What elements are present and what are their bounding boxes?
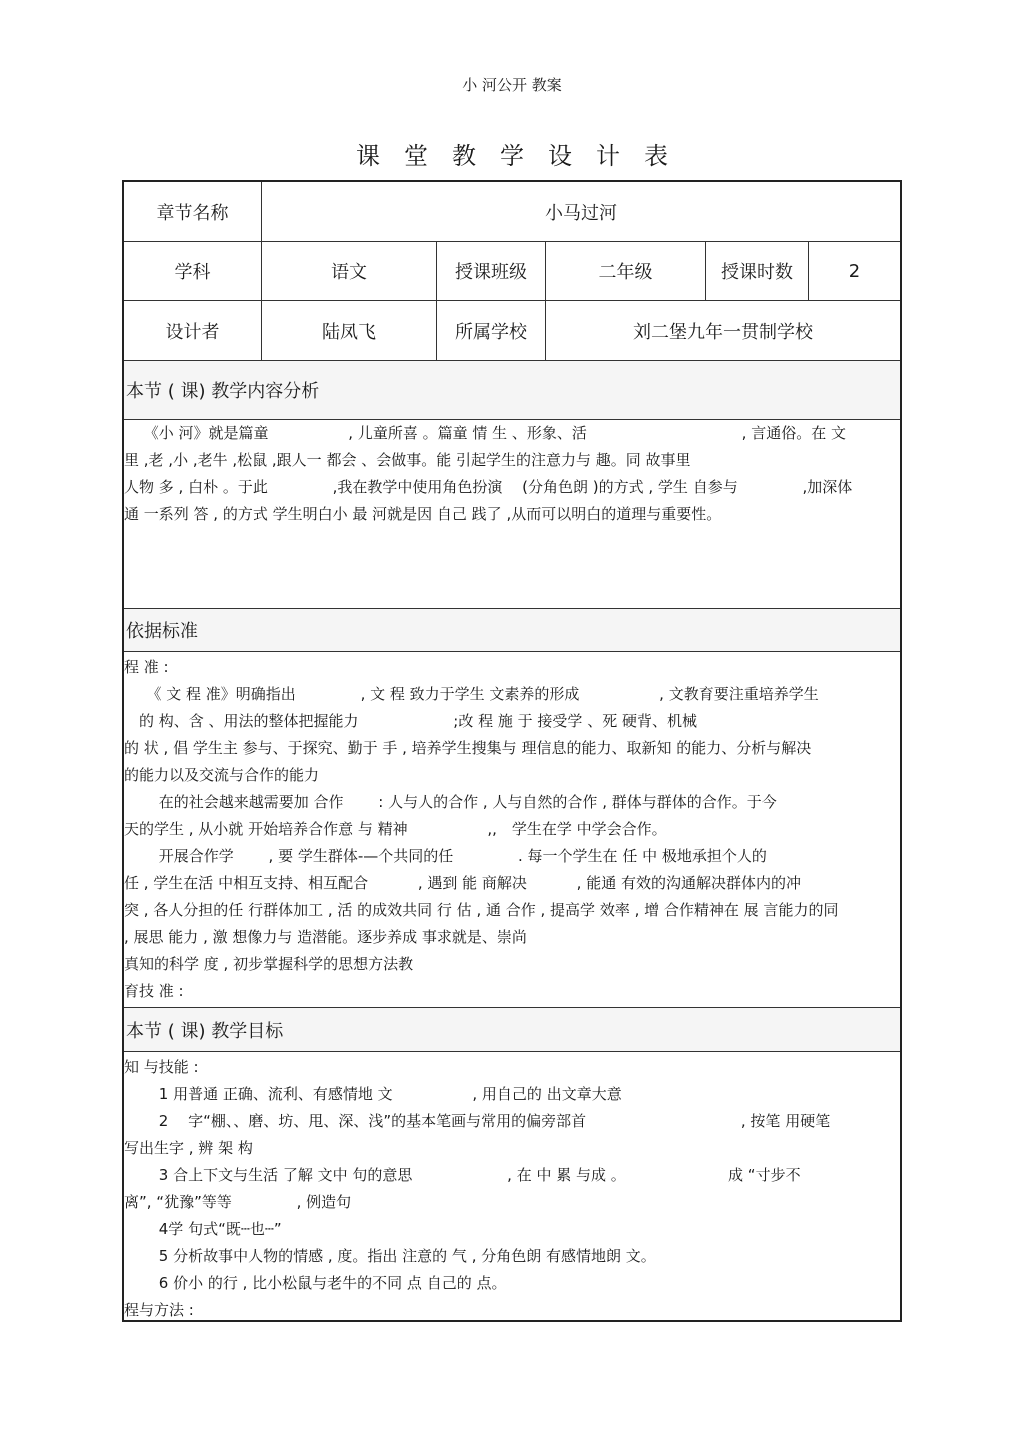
text-line: 的 构、含 、用法的整体把握能力 ;改 程 施 于 接受学 、死 硬背、机械	[124, 712, 697, 730]
hours-label: 授课时数	[721, 262, 793, 283]
text-line: 离”, “犹豫”等等 , 例造句	[124, 1193, 352, 1211]
standards-text	[124, 654, 900, 1005]
subject-value: 语文	[331, 262, 367, 283]
subject-label: 学科	[174, 262, 211, 283]
class-value: 二年级	[598, 262, 653, 283]
text-line: 《小 河》就是篇童 , 儿童所喜 。篇童 情 生 、形象、活 , 言通俗。在 文	[124, 424, 846, 442]
text-line: 通 一系列 答 , 的方式 学生明白小 最 河就是因 自己 践了 ,从而可以明白的道理与重要性。	[124, 505, 722, 523]
text-line: 任 , 学生在活 中相互支持、相互配合 , 遇到 能 商解决 , 能通 有效的沟通解决群体内的冲	[124, 874, 801, 892]
row-divider	[124, 651, 900, 652]
page-header: 小 河公开 教案	[462, 76, 562, 94]
class-label: 授课班级	[455, 262, 527, 283]
text-line: 开展合作学 , 要 学生群体-—个共同的任 . 每一个学生在 任 中 极地承担个人的	[124, 847, 767, 865]
designer-value: 陆凤飞	[322, 321, 376, 343]
hours-value: 2	[848, 260, 861, 282]
content-analysis-heading: 本节 ( 课) 教学内容分析	[124, 361, 900, 419]
text-line: 人物 多 , 白朴 。于此 ,我在教学中使用角色扮演 (分角色朗 )的方式 , 学生 自参与 ,加深体	[124, 478, 853, 496]
lesson-design-table	[122, 180, 902, 1322]
text-line: 3 合上下文与生活 了解 文中 句的意思 , 在 中 累 与成 。 成 “寸步不	[124, 1166, 801, 1184]
text-line: 育技 准 :	[124, 982, 184, 1000]
text-line: 的能力以及交流与合作的能力	[124, 766, 320, 784]
chapter-name-label: 章节名称	[156, 202, 229, 224]
objectives-text	[124, 1054, 900, 1324]
text-line: 程 准 :	[124, 658, 169, 676]
text-line: 知 与技能 :	[124, 1058, 199, 1076]
text-line: , 展思 能力 , 激 想像力与 造潜能。逐步养成 事求就是、崇尚	[124, 928, 527, 946]
objectives-heading: 本节 ( 课) 教学目标	[124, 1008, 900, 1051]
text-line: 里 ,老 ,小 ,老牛 ,松鼠 ,跟人一 都会 、会做事。能 引起学生的注意力与 趣。同 故事里	[124, 451, 691, 469]
text-line: 1 用普通 正确、流利、有感情地 文 , 用自己的 出文章大意	[124, 1085, 622, 1103]
text-line: 天的学生 , 从小就 开始培养合作意 与 精神 ,, 学生在学 中学会合作。	[124, 820, 667, 838]
row-divider	[124, 1051, 900, 1052]
content-analysis-text	[124, 420, 900, 528]
school-value: 刘二堡九年一贯制学校	[633, 321, 813, 343]
text-line: 2 字“棚、、磨、坊、甩、深、浅”的基本笔画与常用的偏旁部首 , 按笔 用硬笔	[124, 1112, 831, 1130]
page-title: 课堂教学设计表	[356, 142, 692, 170]
text-line: 4学 句式“既┄也┄”	[124, 1220, 282, 1238]
text-line: 真知的科学 度 , 初步掌握科学的思想方法教	[124, 955, 414, 973]
text-line: 6 价小 的行 , 比小松鼠与老牛的不同 点 自己的 点。	[124, 1274, 507, 1292]
text-line: 突 , 各人分担的任 行群体加工 , 活 的成效共同 行 估 , 通 合作 , 提高学 效率 , 增 合作精神在 展 言能力的同	[124, 901, 839, 919]
standards-heading: 依据标准	[124, 609, 900, 651]
text-line: 在的社会越来越需要加 合作 : 人与人的合作 , 人与自然的合作 , 群体与群体的合作。于今	[124, 793, 777, 811]
school-label: 所属学校	[455, 321, 527, 343]
text-line: 《 文 程 准》明确指出 , 文 程 致力于学生 文素养的形成 , 文教育要注重培养学生	[124, 685, 819, 703]
text-line: 的 状 , 倡 学生主 参与、于探究、勤于 手 , 培养学生搜集与 理信息的能力、取新知 的能力、分析与解决	[124, 739, 812, 757]
text-line: 程与方法 :	[124, 1301, 194, 1319]
text-line: 5 分析故事中人物的情感 , 度。指出 注意的 气 , 分角色朗 有感情地朗 文。	[124, 1247, 656, 1265]
chapter-name-value: 小马过河	[545, 202, 617, 224]
text-line: 写出生字 , 辨 架 构	[124, 1139, 253, 1157]
designer-label: 设计者	[165, 321, 220, 343]
